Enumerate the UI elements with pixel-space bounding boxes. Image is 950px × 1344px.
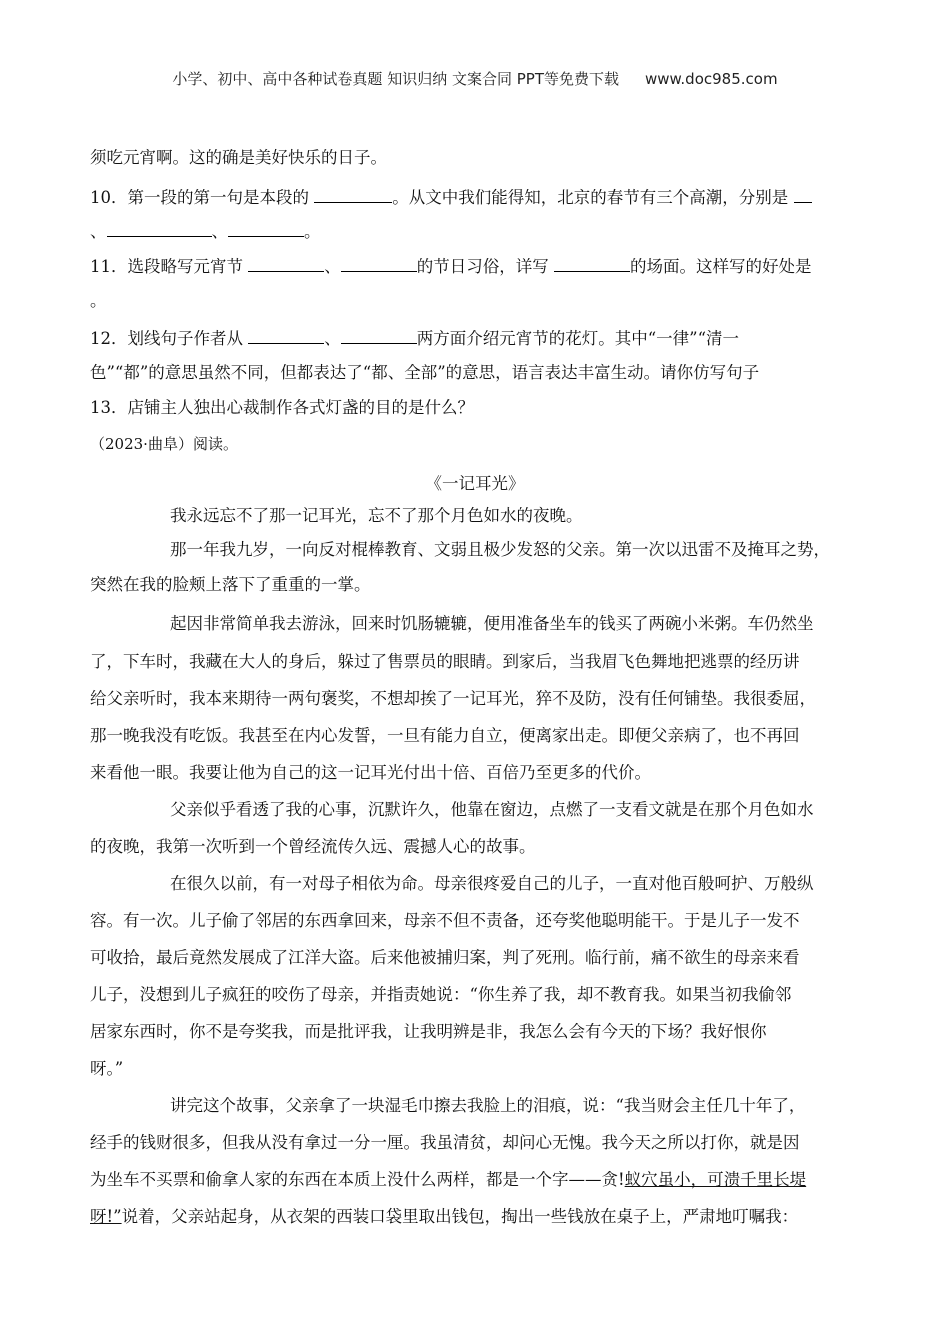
question-10: 10．第一段的第一句是本段的 。从文中我们能得知，北京的春节有三个高潮，分别是: [90, 186, 812, 209]
answer-blank[interactable]: [554, 255, 630, 272]
answer-blank[interactable]: [341, 255, 417, 272]
underlined-sentence: 蚁穴虽小，可溃千里长堤: [624, 1170, 807, 1189]
paragraph-3-line: 起因非常简单我去游泳，回来时饥肠辘辘，便用准备坐车的钱买了两碗小米粥。车仍然坐: [170, 614, 814, 633]
paragraph-6-line: 呀!”说着，父亲站起身，从衣架的西装口袋里取出钱包，掏出一些钱放在桌子上，严肃地叮嘱我：: [90, 1207, 799, 1226]
paragraph-6-line: 讲完这个故事，父亲拿了一块湿毛巾擦去我脸上的泪痕，说：“我当财会主任几十年了，: [170, 1096, 806, 1115]
question-12-cont: 色”“都”的意思虽然不同，但都表达了“都、全部”的意思，语言表达丰富生动。请你仿写句子: [90, 363, 760, 382]
paragraph-1: 我永远忘不了那一记耳光，忘不了那个月色如水的夜晚。: [170, 506, 583, 525]
underlined-sentence: 呀!”: [90, 1207, 122, 1226]
header-url[interactable]: www.doc985.com: [644, 70, 778, 88]
paragraph-5-line: 呀。”: [90, 1059, 124, 1078]
paragraph-4-line: 的夜晚，我第一次听到一个曾经流传久远、震撼人心的故事。: [90, 837, 536, 856]
paragraph-4-line: 父亲似乎看透了我的心事，沉默许久，他靠在窗边，点燃了一支看文就是在那个月色如水: [170, 800, 814, 819]
question-11-cont: 。: [90, 291, 107, 310]
question-10-cont: 、 、 。: [90, 222, 321, 241]
reading-source: （2023·曲阜）阅读。: [90, 435, 238, 453]
question-11: 11．选段略写元宵节 、 的节日习俗，详写 的场面。这样写的好处是: [90, 257, 812, 276]
paragraph-5-line: 容。有一次。儿子偷了邻居的东西拿回来，母亲不但不责备，还夸奖他聪明能干。于是儿子一发不: [90, 911, 800, 930]
intro-line: 须吃元宵啊。这的确是美好快乐的日子。: [90, 148, 387, 167]
paragraph-5-line: 儿子，没想到儿子疯狂的咬伤了母亲，并指责她说：“你生养了我，却不教育我。如果当初我偷邻: [90, 985, 792, 1004]
page-header: [0, 68, 950, 89]
paragraph-2-line: 突然在我的脸颊上落下了重重的一掌。: [90, 575, 371, 594]
answer-blank[interactable]: [228, 220, 304, 237]
answer-blank[interactable]: [248, 327, 324, 344]
question-12: 12．划线句子作者从 、 两方面介绍元宵节的花灯。其中“一律”“清一: [90, 329, 740, 348]
paragraph-3-line: 了，下车时，我藏在大人的身后，躲过了售票员的眼睛。到家后，当我眉飞色舞地把逃票的经历讲: [90, 652, 800, 671]
paragraph-6-line: 为坐车不买票和偷拿人家的东西在本质上没什么两样，都是一个字——贪!蚁穴虽小，可溃千里长堤: [90, 1170, 807, 1189]
header-text: 小学、初中、高中各种试卷真题 知识归纳 文案合同 PPT等免费下载: [172, 70, 619, 88]
paragraph-5-line: 可收拾，最后竟然发展成了江洋大盗。后来他被捕归案，判了死刑。临行前，痛不欲生的母亲来看: [90, 948, 800, 967]
paragraph-3-line: 那一晚我没有吃饭。我甚至在内心发誓，一旦有能力自立，便离家出走。即便父亲病了，也不再回: [90, 726, 800, 745]
paragraph-3-line: 给父亲听时，我本来期待一两句褒奖，不想却挨了一记耳光，猝不及防，没有任何铺垫。我很委屈，: [90, 689, 816, 708]
answer-blank[interactable]: [107, 220, 212, 237]
paragraph-3-line: 来看他一眼。我要让他为自己的这一记耳光付出十倍、百倍乃至更多的代价。: [90, 763, 651, 782]
paragraph-2-line: 那一年我九岁，一向反对棍棒教育、文弱且极少发怒的父亲。第一次以迅雷不及掩耳之势，: [170, 540, 830, 559]
answer-blank[interactable]: [314, 186, 392, 203]
answer-blank[interactable]: [341, 327, 417, 344]
answer-blank[interactable]: [794, 186, 812, 203]
story-title: 《一记耳光》: [425, 474, 525, 493]
question-13: 13．店铺主人独出心裁制作各式灯盏的目的是什么？: [90, 398, 474, 417]
paragraph-5-line: 居家东西时，你不是夸奖我，而是批评我，让我明辨是非，我怎么会有今天的下场？我好恨你: [90, 1022, 767, 1041]
paragraph-6-line: 经手的钱财很多，但我从没有拿过一分一厘。我虽清贫，却问心无愧。我今天之所以打你，就是因: [90, 1133, 800, 1152]
paragraph-5-line: 在很久以前，有一对母子相依为命。母亲很疼爱自己的儿子，一直对他百般呵护、万般纵: [170, 874, 814, 893]
answer-blank[interactable]: [248, 255, 324, 272]
